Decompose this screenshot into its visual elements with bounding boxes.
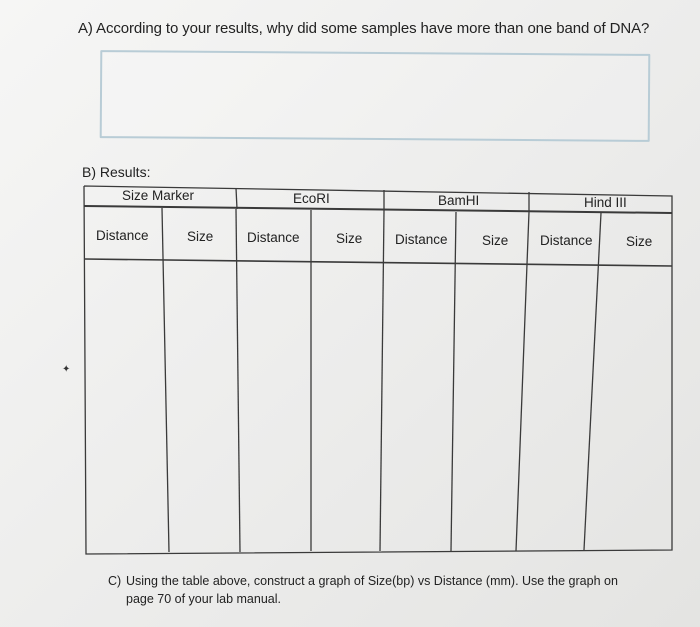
- header-hindiii: Hind III: [584, 195, 627, 210]
- question-c: [108, 572, 648, 608]
- col-size-hindiii: Size: [626, 234, 653, 249]
- header-bamhi: BamHI: [438, 193, 480, 208]
- header-ecori: EcoRI: [293, 191, 330, 206]
- question-c-line1: Using the table above, construct a graph of Size(bp) vs Distance (mm). Use the graph on: [126, 574, 618, 588]
- col-size-ecori: Size: [336, 231, 363, 246]
- col-distance-ecori: Distance: [247, 230, 300, 245]
- question-c-label: C): [108, 574, 122, 588]
- col-size-marker: Size: [187, 229, 214, 244]
- col-size-bamhi: Size: [482, 233, 509, 248]
- question-a: A) According to your results, why did some samples have more than one band of DNA?: [78, 20, 650, 37]
- col-distance-hindiii: Distance: [540, 233, 593, 248]
- header-size-marker: Size Marker: [122, 188, 195, 203]
- question-b: B) Results:: [82, 164, 151, 180]
- margin-mark-icon: ✦: [62, 364, 71, 375]
- question-c-line2: page 70 of your lab manual.: [126, 592, 281, 606]
- col-distance-marker: Distance: [96, 228, 149, 243]
- col-distance-bamhi: Distance: [395, 232, 448, 247]
